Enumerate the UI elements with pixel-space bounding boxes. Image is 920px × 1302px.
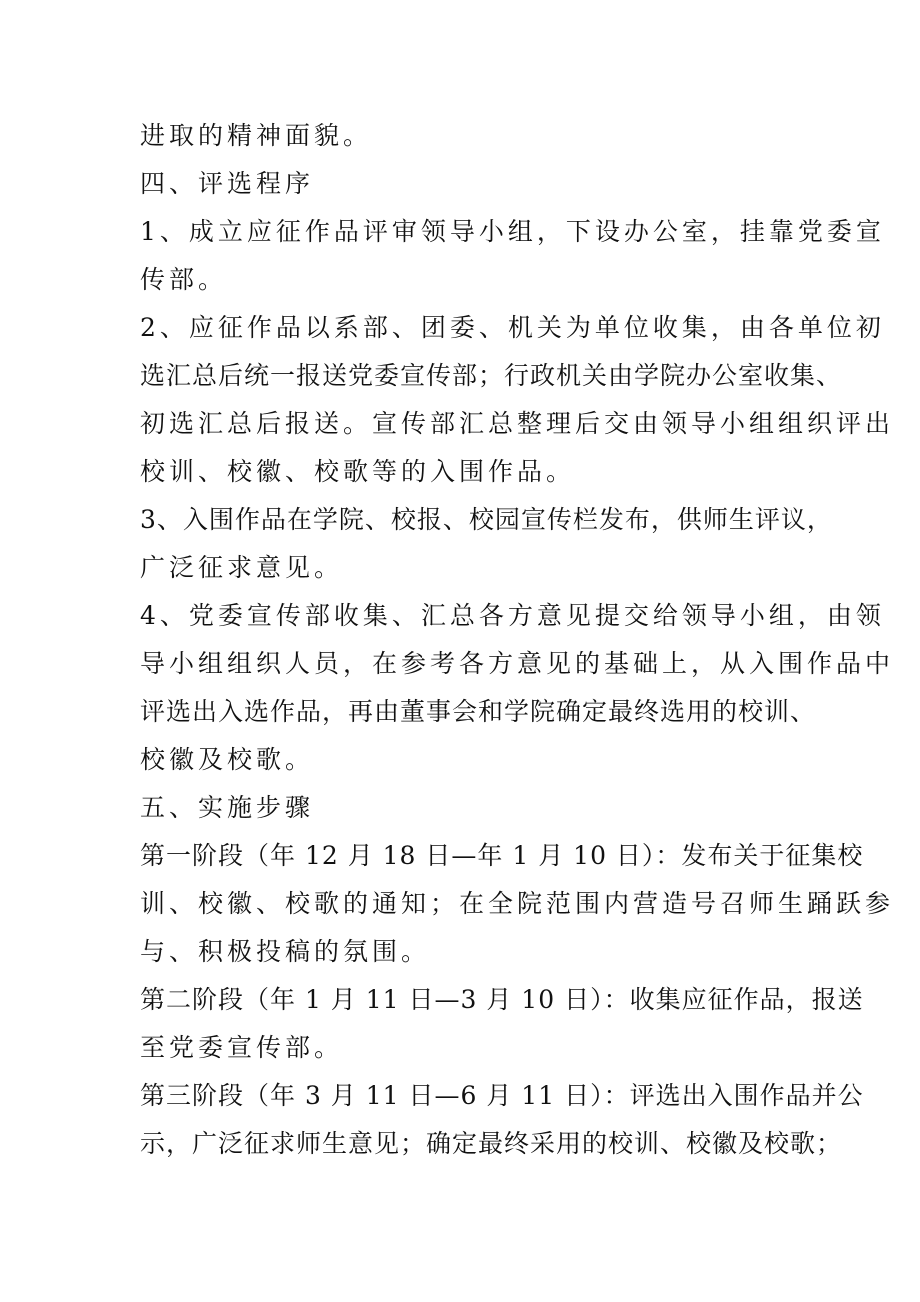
text-line-3: 1、成立应征作品评审领导小组，下设办公室，挂靠党委宣 [140, 217, 885, 246]
text-line-19: 第二阶段（年 1 月 11 日—3 月 10 日）：收集应征作品，报送 [140, 985, 864, 1014]
section-heading-evaluation-procedure: 四、评选程序 [140, 169, 315, 198]
text-line-1: 进取的精神面貌。 [140, 121, 373, 150]
text-line-11: 4、党委宣传部收集、汇总各方意见提交给领导小组，由领 [140, 601, 885, 630]
text-line-21: 第三阶段（年 3 月 11 日—6 月 11 日）：评选出入围作品并公 [140, 1081, 864, 1110]
text-line-9: 3、入围作品在学院、校报、校园宣传栏发布，供师生评议， [140, 505, 833, 534]
text-line-20: 至党委宣传部。 [140, 1033, 344, 1062]
text-line-17: 训、校徽、校歌的通知；在全院范围内营造号召师生踊跃参 [140, 889, 895, 918]
text-line-8: 校训、校徽、校歌等的入围作品。 [140, 457, 576, 486]
text-line-18: 与、积极投稿的氛围。 [140, 937, 431, 966]
text-line-12: 导小组组织人员，在参考各方意见的基础上，从入围作品中 [140, 649, 895, 678]
text-line-5: 2、应征作品以系部、团委、机关为单位收集，由各单位初 [140, 313, 885, 342]
text-line-10: 广泛征求意见。 [140, 553, 344, 582]
text-line-16: 第一阶段（年 12 月 18 日—年 1 月 10 日）：发布关于征集校 [140, 841, 864, 870]
text-line-6: 选汇总后统一报送党委宣传部；行政机关由学院办公室收集、 [140, 361, 843, 390]
text-line-7: 初选汇总后报送。宣传部汇总整理后交由领导小组组织评出 [140, 409, 895, 438]
document-body [140, 112, 895, 1168]
text-line-14: 校徽及校歌。 [140, 745, 315, 774]
text-line-22: 示，广泛征求师生意见；确定最终采用的校训、校徽及校歌； [140, 1129, 843, 1158]
text-line-13: 评选出入选作品，再由董事会和学院确定最终选用的校训、 [140, 697, 817, 726]
text-line-4: 传部。 [140, 265, 228, 294]
section-heading-implementation-steps: 五、实施步骤 [140, 793, 315, 822]
